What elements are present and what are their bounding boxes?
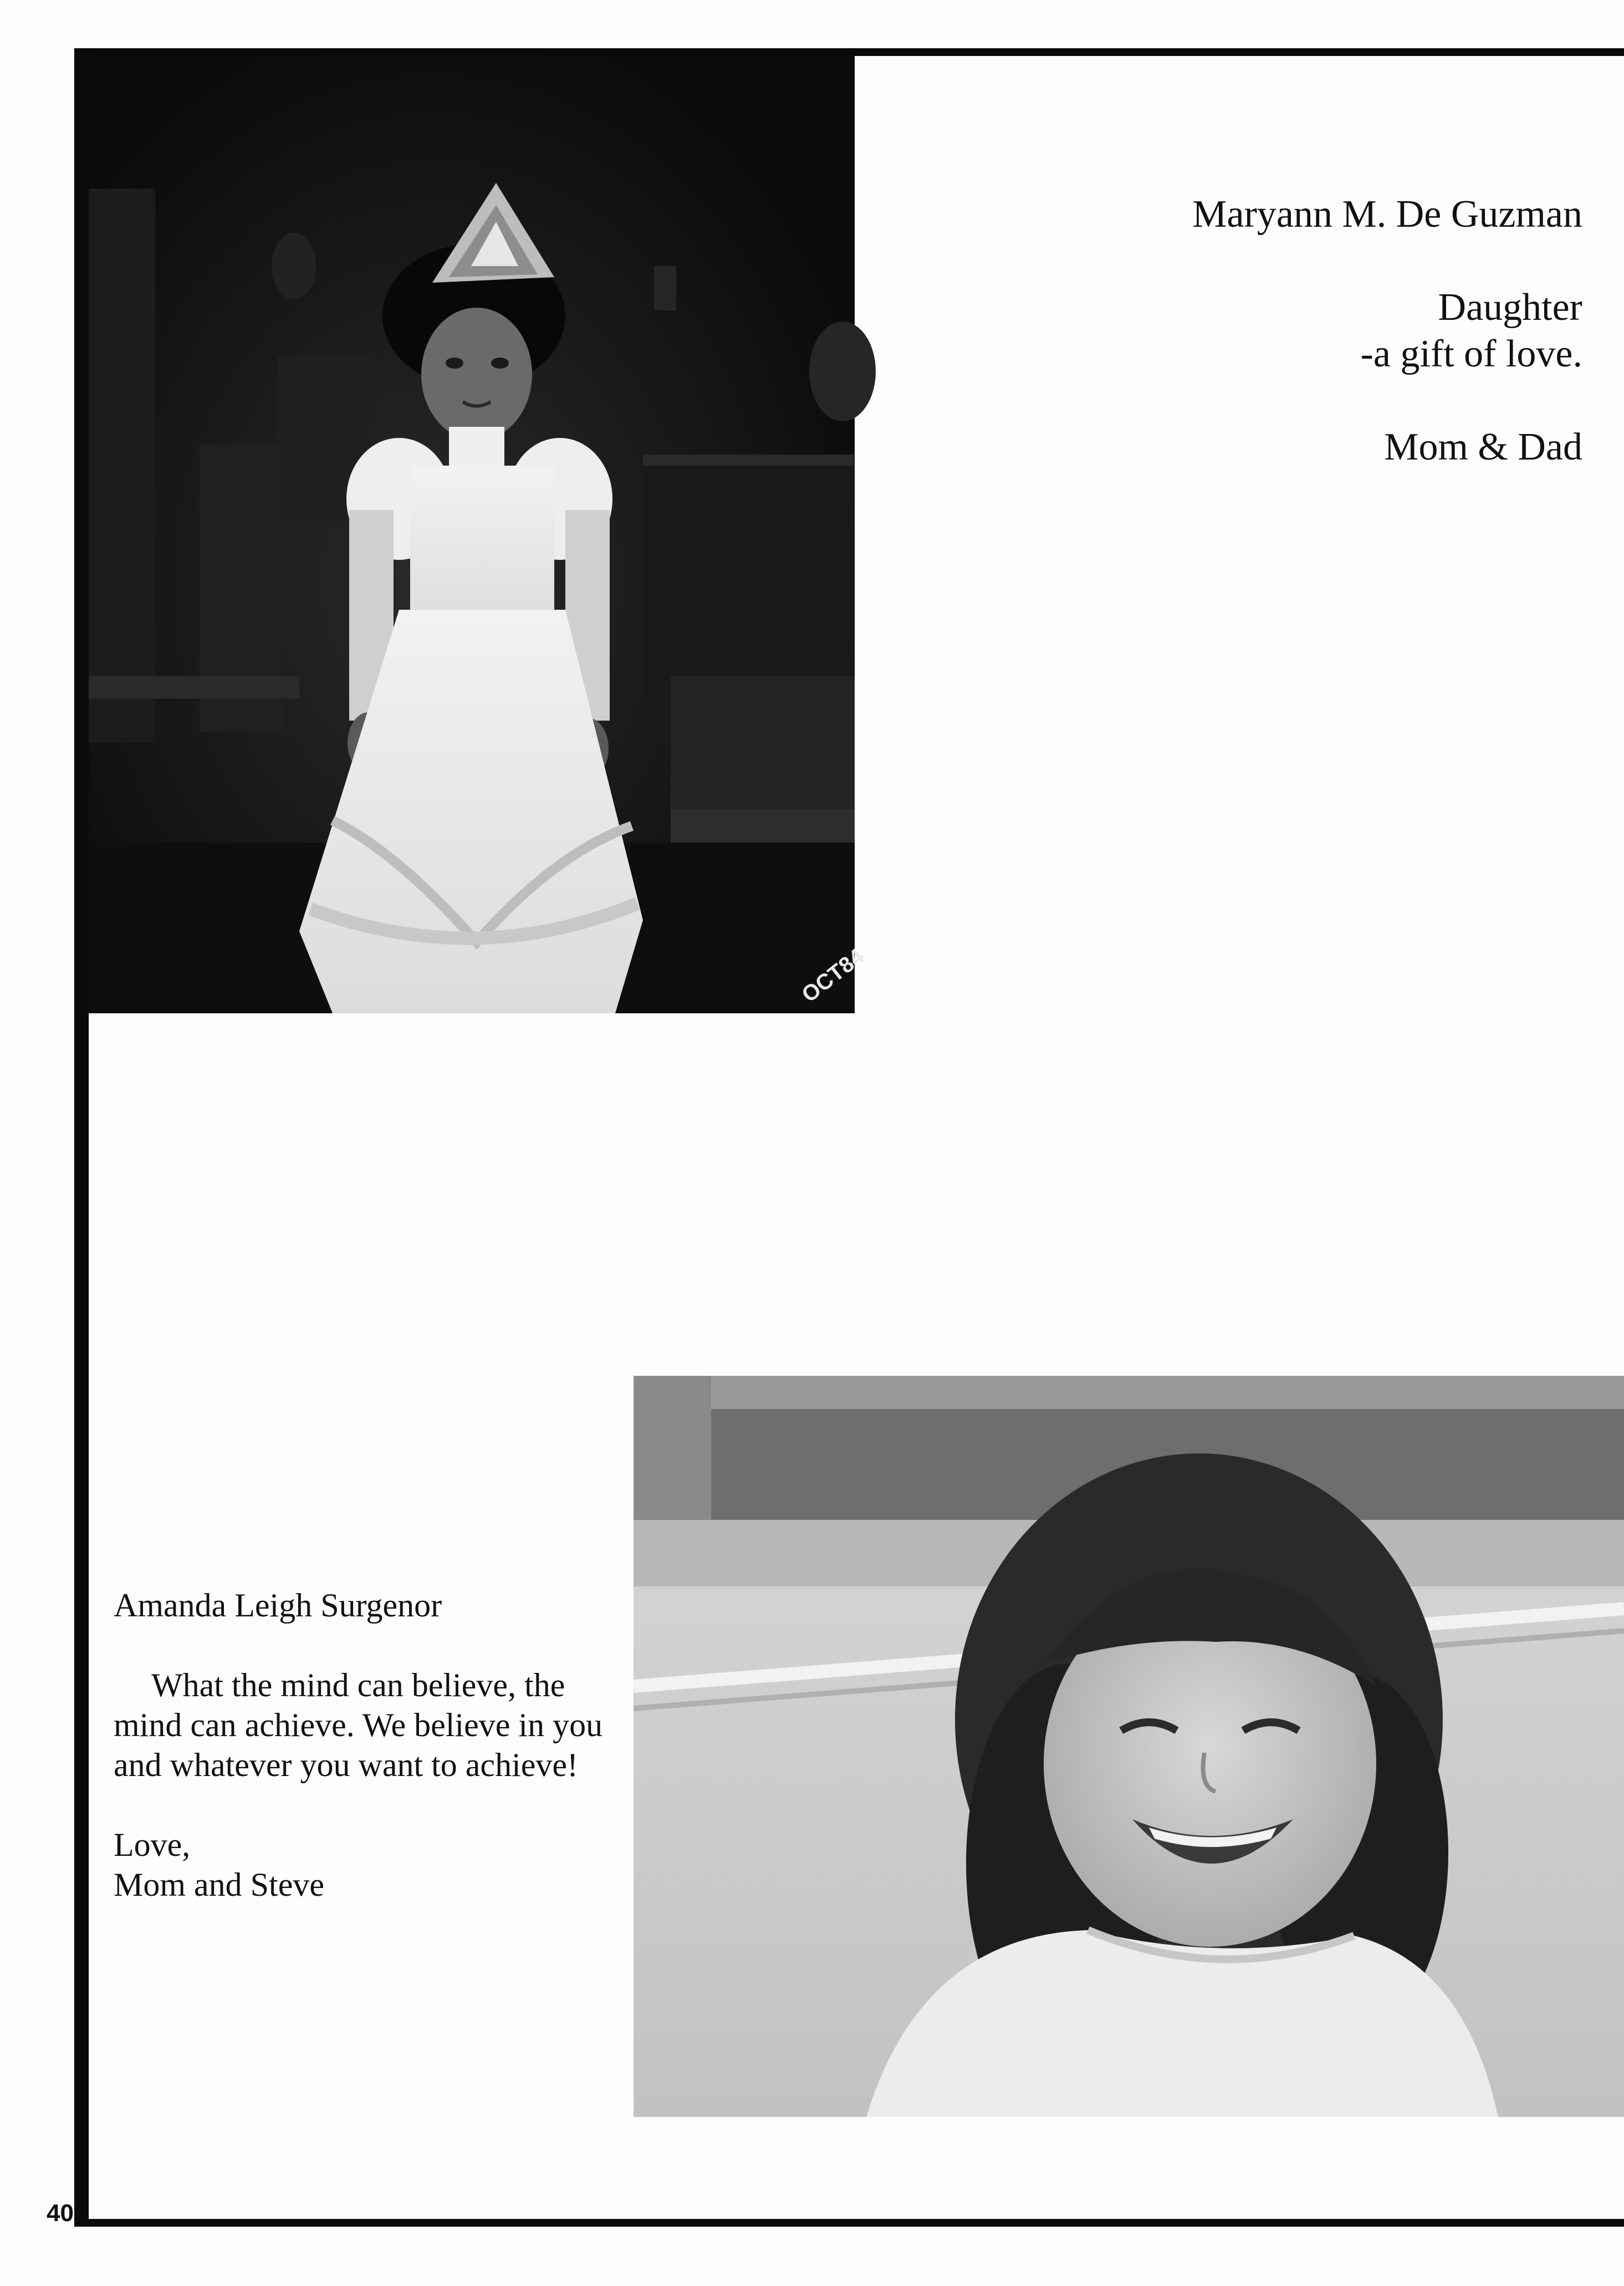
photo-smiling-girl: [634, 1376, 1624, 2117]
spacer: [1028, 238, 1582, 284]
dedication-message-line: Daughter: [1438, 286, 1582, 329]
photo-smiling-girl-art: [634, 1376, 1624, 2117]
dedication-signature: Mom & Dad: [1384, 426, 1582, 468]
frame-left-rule: [74, 48, 89, 2227]
photo-girl-in-white-dress: [89, 55, 869, 1013]
dedication-amanda: [114, 1585, 629, 1905]
photo-girl-in-white-dress-art: [89, 55, 869, 1013]
dedication-name: Amanda Leigh Surgenor: [114, 1587, 442, 1624]
dedication-name: Maryann M. De Guzman: [1192, 193, 1582, 236]
frame-top-rule: [74, 48, 1624, 56]
page-number: 40: [47, 2200, 74, 2227]
dedication-message-line: and whatever you want to achieve!: [114, 1747, 578, 1783]
spacer: [1028, 377, 1582, 424]
dedication-maryann: [1028, 191, 1582, 471]
dedication-signature: Mom and Steve: [114, 1866, 324, 1903]
photo-date-stamp: OCT84: [797, 944, 869, 1008]
dedication-message-line: What the mind can believe, the: [151, 1667, 565, 1703]
dedication-message-line: mind can achieve. We believe in you: [114, 1707, 603, 1743]
dedication-closing: Love,: [114, 1826, 191, 1863]
frame-bottom-rule: [74, 2219, 1624, 2227]
dedication-message-line: -a gift of love.: [1360, 333, 1582, 375]
spacer: [114, 1625, 629, 1665]
spacer: [114, 1785, 629, 1825]
